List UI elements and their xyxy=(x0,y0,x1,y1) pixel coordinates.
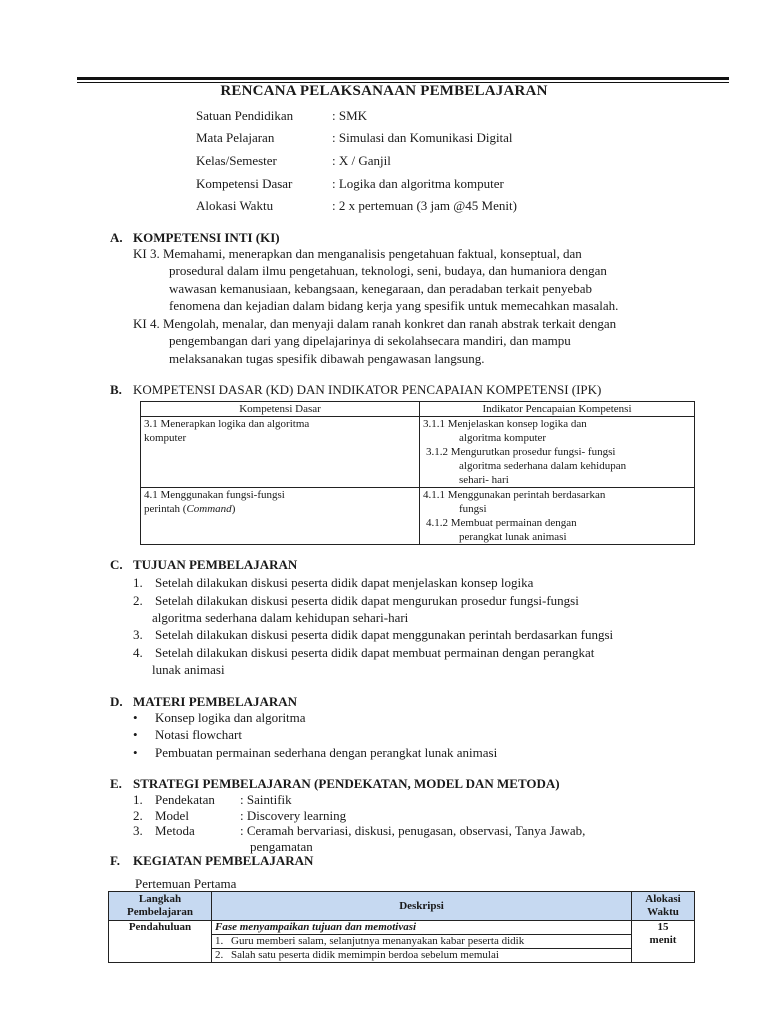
section-letter: E. xyxy=(110,776,122,791)
kd-cell xyxy=(141,488,420,545)
item-text: Setelah dilakukan diskusi peserta didik dapat menggunakan perintah berdasarkan fungsi xyxy=(155,627,614,642)
bullet-text: Konsep logika dan algoritma xyxy=(155,710,306,725)
identity-value: : Simulasi dan Komunikasi Digital xyxy=(332,130,513,145)
section-a-heading xyxy=(110,230,280,246)
section-letter: C. xyxy=(110,557,123,572)
strategy-value: : Ceramah bervariasi, diskusi, penugasan, observasi, Tanya Jawab, xyxy=(240,823,586,838)
section-e-heading xyxy=(110,776,560,792)
ki4-line: KI 4. Mengolah, menalar, dan menyaji dalam ranah konkret dan ranah abstrak terkait dengan xyxy=(133,316,617,331)
kd-ipk-table xyxy=(140,401,695,545)
item-text: Setelah dilakukan diskusi peserta didik dapat menjelaskan konsep logika xyxy=(155,575,534,590)
indicator-item xyxy=(423,445,691,487)
indicator-text: fungsi xyxy=(459,503,487,515)
kd-text: komputer xyxy=(144,432,187,444)
indicator-code: 3.1.2 xyxy=(426,446,448,458)
section-letter: B. xyxy=(110,382,122,397)
indicator-item xyxy=(423,488,691,516)
kd-text-part: ) xyxy=(231,503,236,515)
section-title: KOMPETENSI INTI (KI) xyxy=(133,230,280,245)
time-value: 15 xyxy=(657,921,669,933)
strategy-value: : Discovery learning xyxy=(240,808,347,823)
indicator-text: algoritma komputer xyxy=(459,432,547,444)
identity-value: : 2 x pertemuan (3 jam @45 Menit) xyxy=(332,198,517,213)
indicator-text: algoritma sederhana dalam kehidupan xyxy=(459,460,627,472)
strategy-value: : Saintifik xyxy=(240,792,292,807)
bullet-text: Pembuatan permainan sederhana dengan perangkat lunak animasi xyxy=(155,745,498,760)
ki3-line: prosedural dalam ilmu pengetahuan, teknologi, seni, budaya, dan humaniora dengan xyxy=(169,263,607,278)
item-number: 2. xyxy=(133,593,143,608)
header-text: Langkah xyxy=(138,893,182,905)
column-header xyxy=(632,892,695,921)
table-header-row xyxy=(141,402,695,417)
item-number: 2. xyxy=(133,808,143,823)
table-row xyxy=(141,488,695,545)
indicator-text: Membuat permainan dengan xyxy=(450,517,577,529)
kd-cell xyxy=(141,417,420,488)
section-letter: D. xyxy=(110,694,123,709)
section-c-heading xyxy=(110,557,297,573)
document-title: RENCANA PELAKSANAAN PEMBELAJARAN xyxy=(220,83,548,99)
bullet-item xyxy=(133,710,306,726)
item-number: 1. xyxy=(133,792,143,807)
item-text: Setelah dilakukan diskusi peserta didik dapat mengurukan prosedur fungsi-fungsi xyxy=(155,593,579,608)
section-title: KEGIATAN PEMBELAJARAN xyxy=(133,853,314,868)
identity-label: Mata Pelajaran xyxy=(196,130,275,145)
section-title: TUJUAN PEMBELAJARAN xyxy=(133,557,298,572)
indicator-text: Menggunakan perintah berdasarkan xyxy=(447,489,606,501)
kd-text: 4.1 Menggunakan fungsi-fungsi xyxy=(144,489,285,501)
ki4-line: melaksanakan tugas spesifik dibawah pengawasan langsung. xyxy=(169,351,485,366)
kd-text xyxy=(144,502,416,516)
identity-value: : X / Ganjil xyxy=(332,153,391,168)
strategy-label: Pendekatan xyxy=(155,792,215,807)
section-f-heading xyxy=(110,853,313,869)
section-b-heading xyxy=(110,382,601,398)
indicator-item xyxy=(423,516,691,544)
section-d-heading xyxy=(110,694,297,710)
bullet-text: Notasi flowchart xyxy=(155,727,243,742)
table-row xyxy=(109,921,695,963)
item-number: 4. xyxy=(133,645,143,660)
column-header: Kompetensi Dasar xyxy=(141,402,420,417)
table-header-row xyxy=(109,892,695,921)
ki3-line: KI 3. Memahami, menerapkan dan menganalisis pengetahuan faktual, konseptual, dan xyxy=(133,246,582,261)
item-text: Guru memberi salam, selanjutnya menanyakan kabar peserta didik xyxy=(231,935,525,947)
indicator-text: Mengurutkan prosedur fungsi- fungsi xyxy=(450,446,616,458)
list-item xyxy=(133,645,594,661)
strategy-label: Metoda xyxy=(155,823,195,838)
identity-label: Kelas/Semester xyxy=(196,153,277,168)
indicator-code: 3.1.1 xyxy=(423,418,445,430)
activity-item xyxy=(212,949,631,962)
ki4-line: pengembangan dari yang dipelajarinya di sekolahsecara mandiri, dan mampu xyxy=(169,333,571,348)
identity-label: Kompetensi Dasar xyxy=(196,176,293,191)
header-text: Alokasi xyxy=(645,893,681,905)
item-number: 3. xyxy=(133,823,143,838)
item-number: 1. xyxy=(215,935,224,947)
section-title: KOMPETENSI DASAR (KD) DAN INDIKATOR PENCAPAIAN KOMPETENSI (IPK) xyxy=(133,382,602,397)
table-row xyxy=(141,417,695,488)
bullet-item xyxy=(133,727,242,743)
column-header: Indikator Pencapaian Kompetensi xyxy=(420,402,695,417)
bullet-item xyxy=(133,745,497,761)
identity-label: Alokasi Waktu xyxy=(196,198,274,213)
identity-value: : Logika dan algoritma komputer xyxy=(332,176,504,191)
list-item xyxy=(133,593,579,609)
header-rule-thick xyxy=(77,77,729,80)
section-letter: F. xyxy=(110,853,120,868)
bullet-icon: • xyxy=(133,727,138,742)
list-item-continuation: algoritma sederhana dalam kehidupan sehari-hari xyxy=(152,610,409,625)
indicator-item xyxy=(423,417,691,445)
bullet-icon: • xyxy=(133,745,138,760)
section-title: MATERI PEMBELAJARAN xyxy=(133,694,298,709)
indicator-text: perangkat lunak animasi xyxy=(459,531,567,543)
section-title: STRATEGI PEMBELAJARAN (PENDEKATAN, MODEL DAN METODA) xyxy=(133,776,560,791)
strategy-item xyxy=(133,792,292,808)
item-text: Salah satu peserta didik memimpin berdoa sebelum memulai xyxy=(231,949,499,961)
indicator-text: sehari- hari xyxy=(459,474,509,486)
column-header: Deskripsi xyxy=(212,892,632,921)
item-number: 2. xyxy=(215,949,224,961)
step-cell: Pendahuluan xyxy=(109,921,212,963)
kd-text: 3.1 Menerapkan logika dan algoritma xyxy=(144,418,310,430)
column-header xyxy=(109,892,212,921)
strategy-item xyxy=(133,823,585,839)
ipk-cell xyxy=(420,417,695,488)
list-item-continuation: lunak animasi xyxy=(152,662,225,677)
item-number: 3. xyxy=(133,627,143,642)
kd-text-part: perintah ( xyxy=(144,503,187,515)
item-text: Setelah dilakukan diskusi peserta didik dapat membuat permainan dengan perangkat xyxy=(155,645,595,660)
kd-text-italic: Command xyxy=(186,503,232,515)
list-item xyxy=(133,575,533,591)
meeting-label: Pertemuan Pertama xyxy=(135,876,237,891)
indicator-code: 4.1.1 xyxy=(423,489,445,501)
strategy-continuation: pengamatan xyxy=(250,839,313,854)
section-letter: A. xyxy=(110,230,123,245)
identity-label: Satuan Pendidikan xyxy=(196,108,294,123)
activity-table xyxy=(108,891,695,963)
time-unit: menit xyxy=(649,934,677,946)
ipk-cell xyxy=(420,488,695,545)
phase-title: Fase menyampaikan tujuan dan memotivasi xyxy=(212,921,631,935)
ki3-line: fenomena dan kejadian dalam bidang kerja yang spesifik untuk memecahkan masalah. xyxy=(169,298,619,313)
activity-item xyxy=(212,935,631,949)
strategy-label: Model xyxy=(155,808,189,823)
identity-value: : SMK xyxy=(332,108,368,123)
item-number: 1. xyxy=(133,575,143,590)
header-text: Pembelajaran xyxy=(127,906,193,918)
strategy-item xyxy=(133,808,346,824)
list-item xyxy=(133,627,613,643)
bullet-icon: • xyxy=(133,710,138,725)
time-cell xyxy=(632,921,695,963)
description-cell xyxy=(212,921,632,963)
header-text: Waktu xyxy=(647,906,679,918)
ki3-line: wawasan kemanusiaan, kebangsaan, kenegaraan, dan peradaban terkait penyebab xyxy=(169,281,593,296)
indicator-code: 4.1.2 xyxy=(426,517,448,529)
indicator-text: Menjelaskan konsep logika dan xyxy=(447,418,587,430)
